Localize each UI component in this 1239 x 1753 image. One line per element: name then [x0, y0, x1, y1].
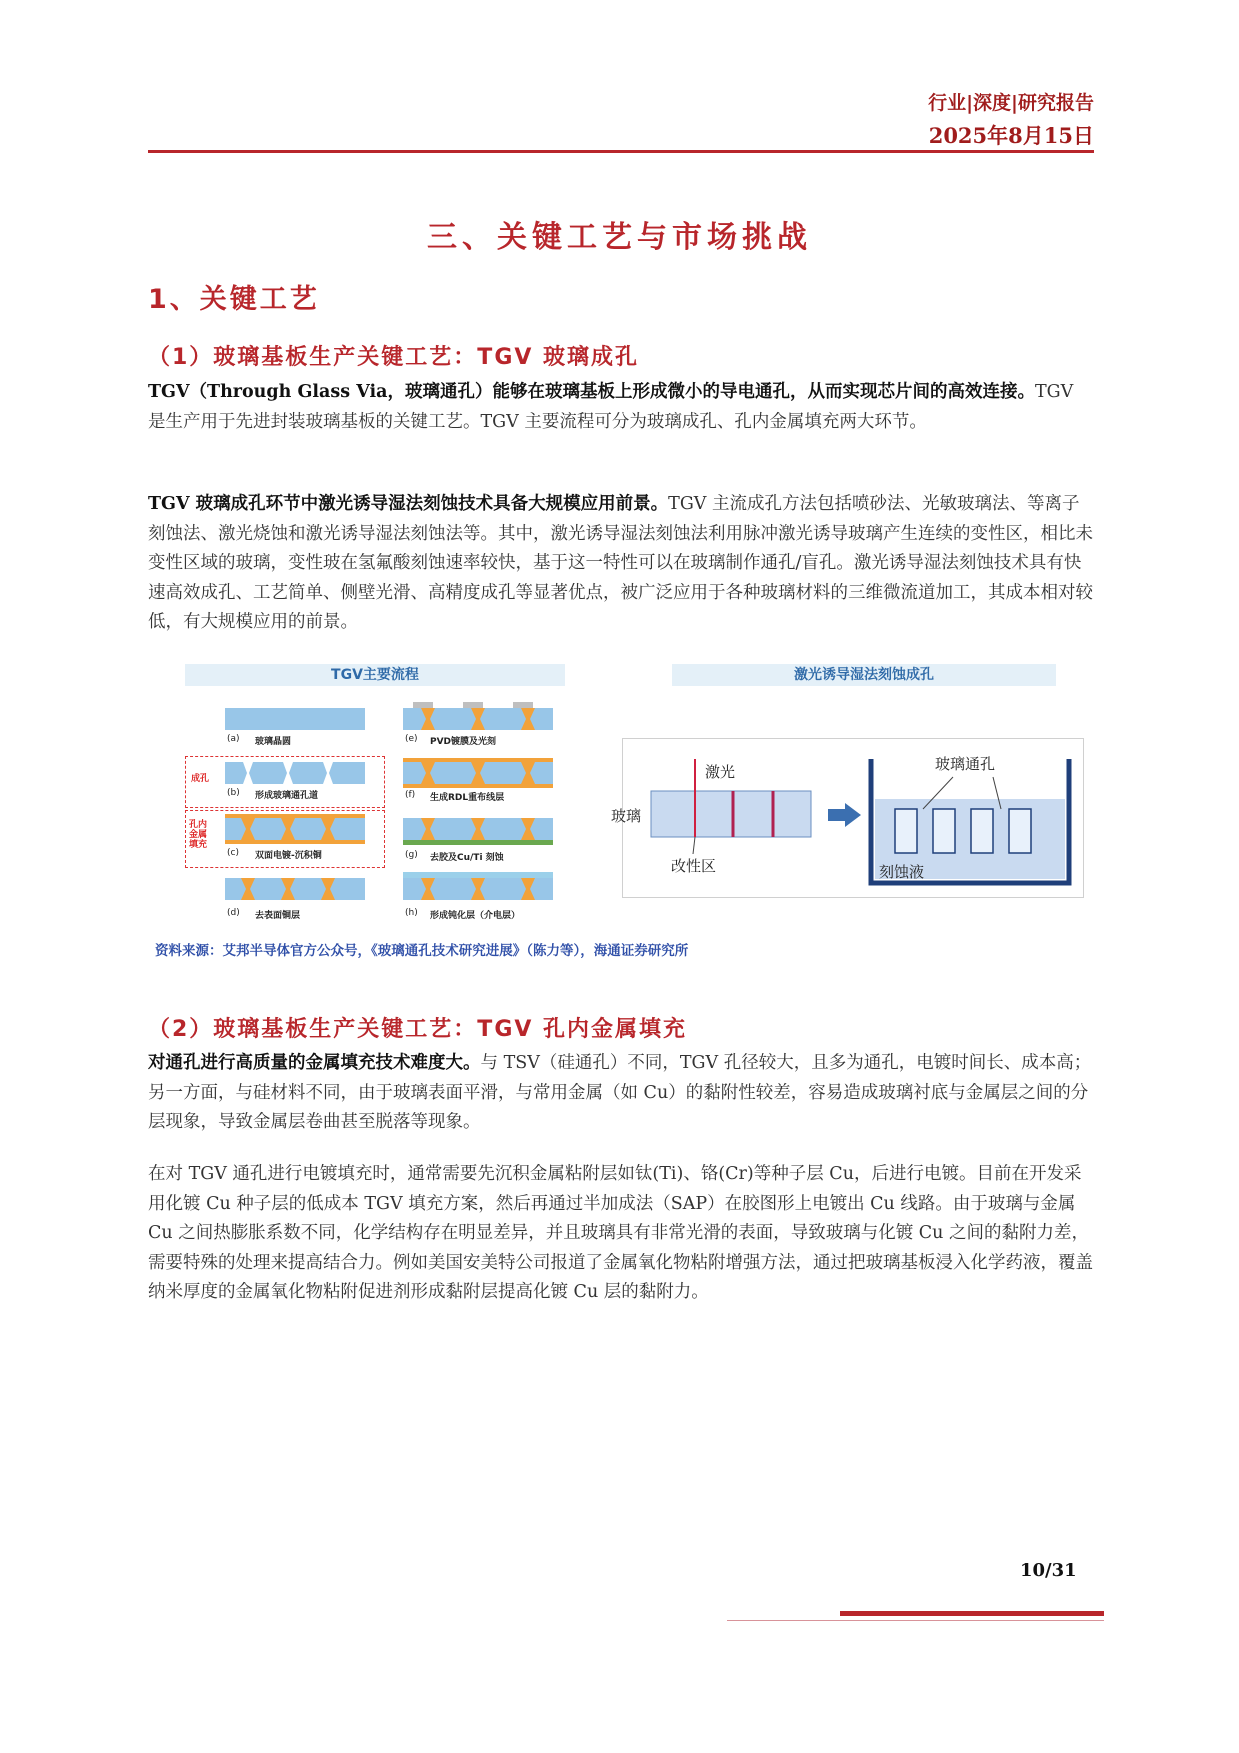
- step-a-letter: (a): [227, 734, 240, 744]
- note-hole-forming: 成孔: [191, 774, 210, 784]
- label-glass-via: 玻璃通孔: [935, 755, 996, 773]
- step-g-text: 去胶及Cu/Ti 刻蚀: [430, 853, 504, 863]
- laser-etch-title: 激光诱导湿法刻蚀成孔: [672, 664, 1056, 686]
- part1-p2-text: TGV 主流成孔方法包括喷砂法、光敏玻璃法、等离子刻蚀法、激光烧蚀和激光诱导湿法刻蚀法等。其中，激光诱导湿法刻蚀法利用脉冲激光诱导玻璃产生连续的变性区，相比未变性区域的玻璃，变性玻在氢氟酸刻蚀速率较快，基于这一特性可以在玻璃制作通孔/盲孔。激光诱导湿法刻蚀技术具有快速高效成孔、工艺简单、侧壁光滑、高精度成孔等显著优点，被广泛应用于各种玻璃材料的三维微流道加工，其成本相对较低，有大规模应用的前景。: [148, 494, 1093, 632]
- hole-forming-box: [185, 756, 385, 808]
- part2-paragraph-1: [148, 1049, 1094, 1138]
- subsection-title: 1、关键工艺: [148, 284, 320, 315]
- label-modified-zone: 改性区: [671, 857, 717, 875]
- header-divider: [148, 150, 1094, 153]
- step-d-letter: (d): [227, 908, 240, 918]
- section-title: 三、关键工艺与市场挑战: [427, 220, 812, 255]
- footer-rule-thick: [840, 1611, 1104, 1616]
- part2-p1-text: 与 TSV（硅通孔）不同，TGV 孔径较大，且多为通孔，电镀时间长、成本高；另一方面，与硅材料不同，由于玻璃表面平滑，与常用金属（如 Cu）的黏附性较差，容易造成玻璃衬底与金属层之间的分层现象，导致金属层卷曲甚至脱落等现象。: [148, 1053, 1092, 1132]
- label-glass: 玻璃: [611, 807, 642, 825]
- right-via-shapes: [403, 700, 553, 910]
- part2-title: （2）玻璃基板生产关键工艺：TGV 孔内金属填充: [148, 1017, 688, 1042]
- part1-paragraph-2: [148, 490, 1094, 638]
- label-laser: 激光: [705, 763, 736, 781]
- report-category: 行业|深度|研究报告: [928, 92, 1094, 114]
- part1-p1-bold: TGV（Through Glass Via，玻璃通孔）能够在玻璃基板上形成微小的导电通孔，从而实现芯片间的高效连接。: [148, 382, 1035, 402]
- tgv-process-title: TGV主要流程: [185, 664, 565, 686]
- tgv-process-figure: [185, 664, 565, 686]
- step-e-letter: (e): [405, 734, 418, 744]
- part2-paragraph-2: 在对 TGV 通孔进行电镀填充时，通常需要先沉积金属粘附层如钛(Ti)、铬(Cr)等种子层 Cu，后进行电镀。目前在开发采用化镀 Cu 种子层的低成本 TGV 填充方案，然后再通过半加成法（SAP）在胶图形上电镀出 Cu 线路。由于玻璃与金属 Cu 之间热膨胀系数不同，化学结构存在明显差异，并且玻璃具有非常光滑的表面，导致玻璃与化镀 Cu 之间的黏附力差，需要特殊的处理来提高结合力。例如美国安美特公司报道了金属氧化物粘附增强方法，通过把玻璃基板浸入化学药液，覆盖纳米厚度的金属氧化物粘附促进剂形成黏附层提高化镀 Cu 层的黏附力。: [148, 1164, 1093, 1302]
- step-e-text: PVD镀膜及光刻: [430, 737, 497, 747]
- page-number: 10/31: [1020, 1560, 1077, 1581]
- part1-p1-text: TGV 是生产用于先进封装玻璃基板的关键工艺。TGV 主要流程可分为玻璃成孔、孔内金属填充两大环节。: [148, 382, 1074, 432]
- label-etchant: 刻蚀液: [879, 863, 925, 881]
- part2-p1-bold: 对通孔进行高质量的金属填充技术难度大。: [148, 1053, 481, 1073]
- laser-etch-diagram: [611, 738, 1084, 898]
- step-h-text: 形成钝化层（介电层）: [430, 911, 521, 921]
- metal-filling-box: [185, 810, 385, 868]
- part1-paragraph-1: [148, 378, 1094, 437]
- step-g-letter: (g): [405, 850, 418, 860]
- tgv-process-diagram: [185, 700, 565, 930]
- figure-source: 资料来源：艾邦半导体官方公众号，《玻璃通孔技术研究进展》（陈力等），海通证券研究所: [155, 943, 689, 959]
- step-b-text: 形成玻璃通孔道: [255, 791, 319, 801]
- step-a-text: 玻璃晶圆: [255, 737, 292, 747]
- step-d-text: 去表面铜层: [255, 911, 301, 921]
- step-c-letter: (c): [227, 848, 239, 858]
- note-metal-filling: 孔内金属填充: [189, 820, 208, 850]
- part1-title: （1）玻璃基板生产关键工艺：TGV 玻璃成孔: [148, 345, 640, 370]
- step-c-text: 双面电镀-沉积铜: [255, 851, 322, 861]
- report-date: 2025年8月15日: [928, 123, 1094, 148]
- step-h-letter: (h): [405, 908, 418, 918]
- step-b-letter: (b): [227, 788, 240, 798]
- footer-rule-thin: [727, 1620, 1104, 1621]
- laser-etch-figure: [672, 664, 1056, 686]
- part1-p2-bold: TGV 玻璃成孔环节中激光诱导湿法刻蚀技术具备大规模应用前景。: [148, 494, 669, 514]
- step-f-letter: (f): [405, 790, 416, 800]
- step-f-text: 生成RDL重布线层: [430, 793, 505, 803]
